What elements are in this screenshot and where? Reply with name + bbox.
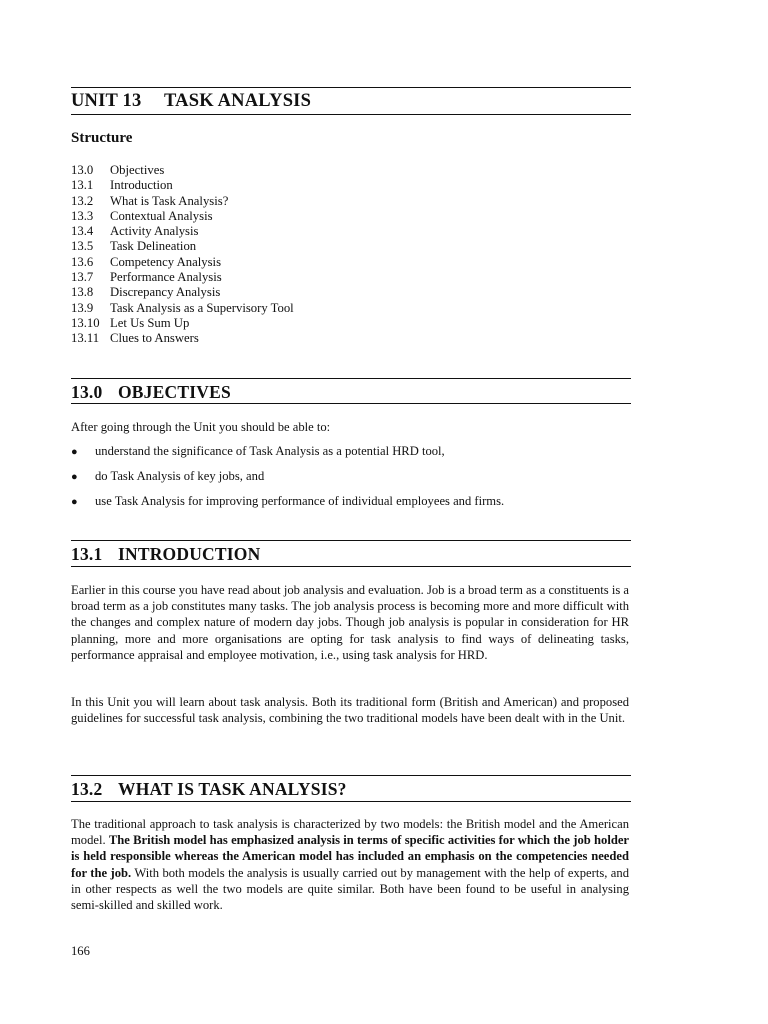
toc-item	[71, 301, 294, 316]
toc-item	[71, 316, 294, 331]
objective-bullet-text: do Task Analysis of key jobs, and	[95, 469, 265, 483]
toc-item	[71, 194, 294, 209]
toc-item	[71, 178, 294, 193]
unit-title-text: TASK ANALYSIS	[164, 91, 312, 111]
toc-item-label: Introduction	[110, 178, 173, 193]
objectives-intro: After going through the Unit you should be able to:	[71, 420, 331, 434]
what-is-text-start: The traditional approach to task analysis is characterized by two models: the British model and the American model.	[71, 817, 629, 848]
bullet-icon: ●	[71, 471, 78, 483]
introduction-heading-text: INTRODUCTION	[118, 544, 261, 564]
toc-item-number: 13.11	[71, 331, 100, 346]
toc-item	[71, 255, 294, 270]
unit-title-bottom-rule	[71, 114, 631, 115]
toc-item	[71, 270, 294, 285]
objective-bullet	[71, 444, 445, 459]
toc-item-label: Let Us Sum Up	[110, 315, 190, 330]
toc-item	[71, 331, 294, 346]
toc-item-number: 13.10	[71, 315, 100, 330]
toc-item-label: Performance Analysis	[110, 270, 222, 285]
introduction-heading	[71, 544, 260, 565]
toc-item-number: 13.5	[71, 239, 94, 254]
bullet-icon: ●	[71, 446, 78, 458]
what-is-top-rule	[71, 775, 631, 776]
toc-item-label: Clues to Answers	[110, 331, 199, 346]
toc-item	[71, 224, 294, 239]
unit-number: UNIT 13	[71, 91, 142, 111]
what-is-heading-text: WHAT IS TASK ANALYSIS?	[118, 779, 347, 799]
toc-item-number: 13.0	[71, 163, 94, 177]
toc-item-label: What is Task Analysis?	[110, 193, 229, 208]
objectives-heading	[71, 382, 231, 403]
unit-title	[71, 91, 311, 112]
objectives-heading-number: 13.0	[71, 382, 103, 402]
what-is-heading	[71, 779, 347, 800]
table-of-contents	[71, 163, 294, 347]
toc-item-label: Contextual Analysis	[110, 208, 213, 223]
objectives-heading-text: OBJECTIVES	[118, 382, 231, 402]
toc-item-number: 13.6	[71, 254, 94, 269]
toc-item-label: Objectives	[110, 163, 165, 177]
introduction-heading-number: 13.1	[71, 544, 103, 564]
objectives-top-rule	[71, 378, 631, 379]
objective-bullet	[71, 494, 504, 509]
toc-item-label: Discrepancy Analysis	[110, 285, 221, 300]
structure-heading: Structure	[71, 130, 133, 146]
introduction-paragraph-2: In this Unit you will learn about task analysis. Both its traditional form (British and American) and proposed guidelines for successful task analysis, combining the two traditional models have been dealt with in the Unit.	[71, 695, 629, 726]
what-is-bottom-rule	[71, 801, 631, 802]
what-is-paragraph	[71, 816, 629, 913]
toc-item-number: 13.8	[71, 285, 94, 300]
toc-item-label: Task Analysis as a Supervisory Tool	[110, 300, 294, 315]
introduction-bottom-rule	[71, 566, 631, 567]
introduction-top-rule	[71, 540, 631, 541]
toc-item-number: 13.9	[71, 300, 94, 315]
what-is-text-bold: The British model has emphasized analysis in terms of specific activities for which the job holder is held responsible whereas the American model has included an emphasis on the competencies needed for the job.	[71, 833, 630, 880]
toc-item	[71, 209, 294, 224]
page-number: 166	[71, 944, 90, 958]
toc-item-number: 13.4	[71, 224, 94, 239]
toc-item	[71, 239, 294, 254]
objective-bullet-text: use Task Analysis for improving performance of individual employees and firms.	[95, 494, 505, 508]
introduction-paragraph-1: Earlier in this course you have read about job analysis and evaluation. Job is a broad term as a constituents is a broad term as a job constitutes many tasks. The job analysis process is becoming more and more difficult with the changes and complex nature of modern day jobs. Though job analysis is popular in consideration for HR planning, more and more organisations are opting for task analysis to find ways of delineating tasks, performance appraisal and employee motivation, i.e., using task analysis for HRD.	[71, 583, 629, 662]
objective-bullet	[71, 469, 264, 484]
what-is-text-end: With both models the analysis is usually carried out by management with the help of experts, and in other respects as well the two models are quite similar. Both have been found to be useful in analysing semi-skilled and skilled work.	[71, 865, 629, 913]
what-is-heading-number: 13.2	[71, 779, 103, 799]
toc-item-number: 13.3	[71, 208, 94, 223]
toc-item-label: Activity Analysis	[110, 224, 199, 239]
toc-item-label: Competency Analysis	[110, 254, 222, 269]
objectives-bottom-rule	[71, 403, 631, 404]
toc-item-number: 13.1	[71, 178, 94, 193]
toc-item	[71, 285, 294, 300]
toc-item-number: 13.2	[71, 193, 94, 208]
unit-title-top-rule	[71, 87, 631, 88]
toc-item-label: Task Delineation	[110, 239, 197, 254]
objective-bullet-text: understand the significance of Task Analysis as a potential HRD tool,	[95, 444, 445, 458]
toc-item	[71, 163, 294, 178]
toc-item-number: 13.7	[71, 270, 94, 285]
bullet-icon: ●	[71, 496, 78, 508]
